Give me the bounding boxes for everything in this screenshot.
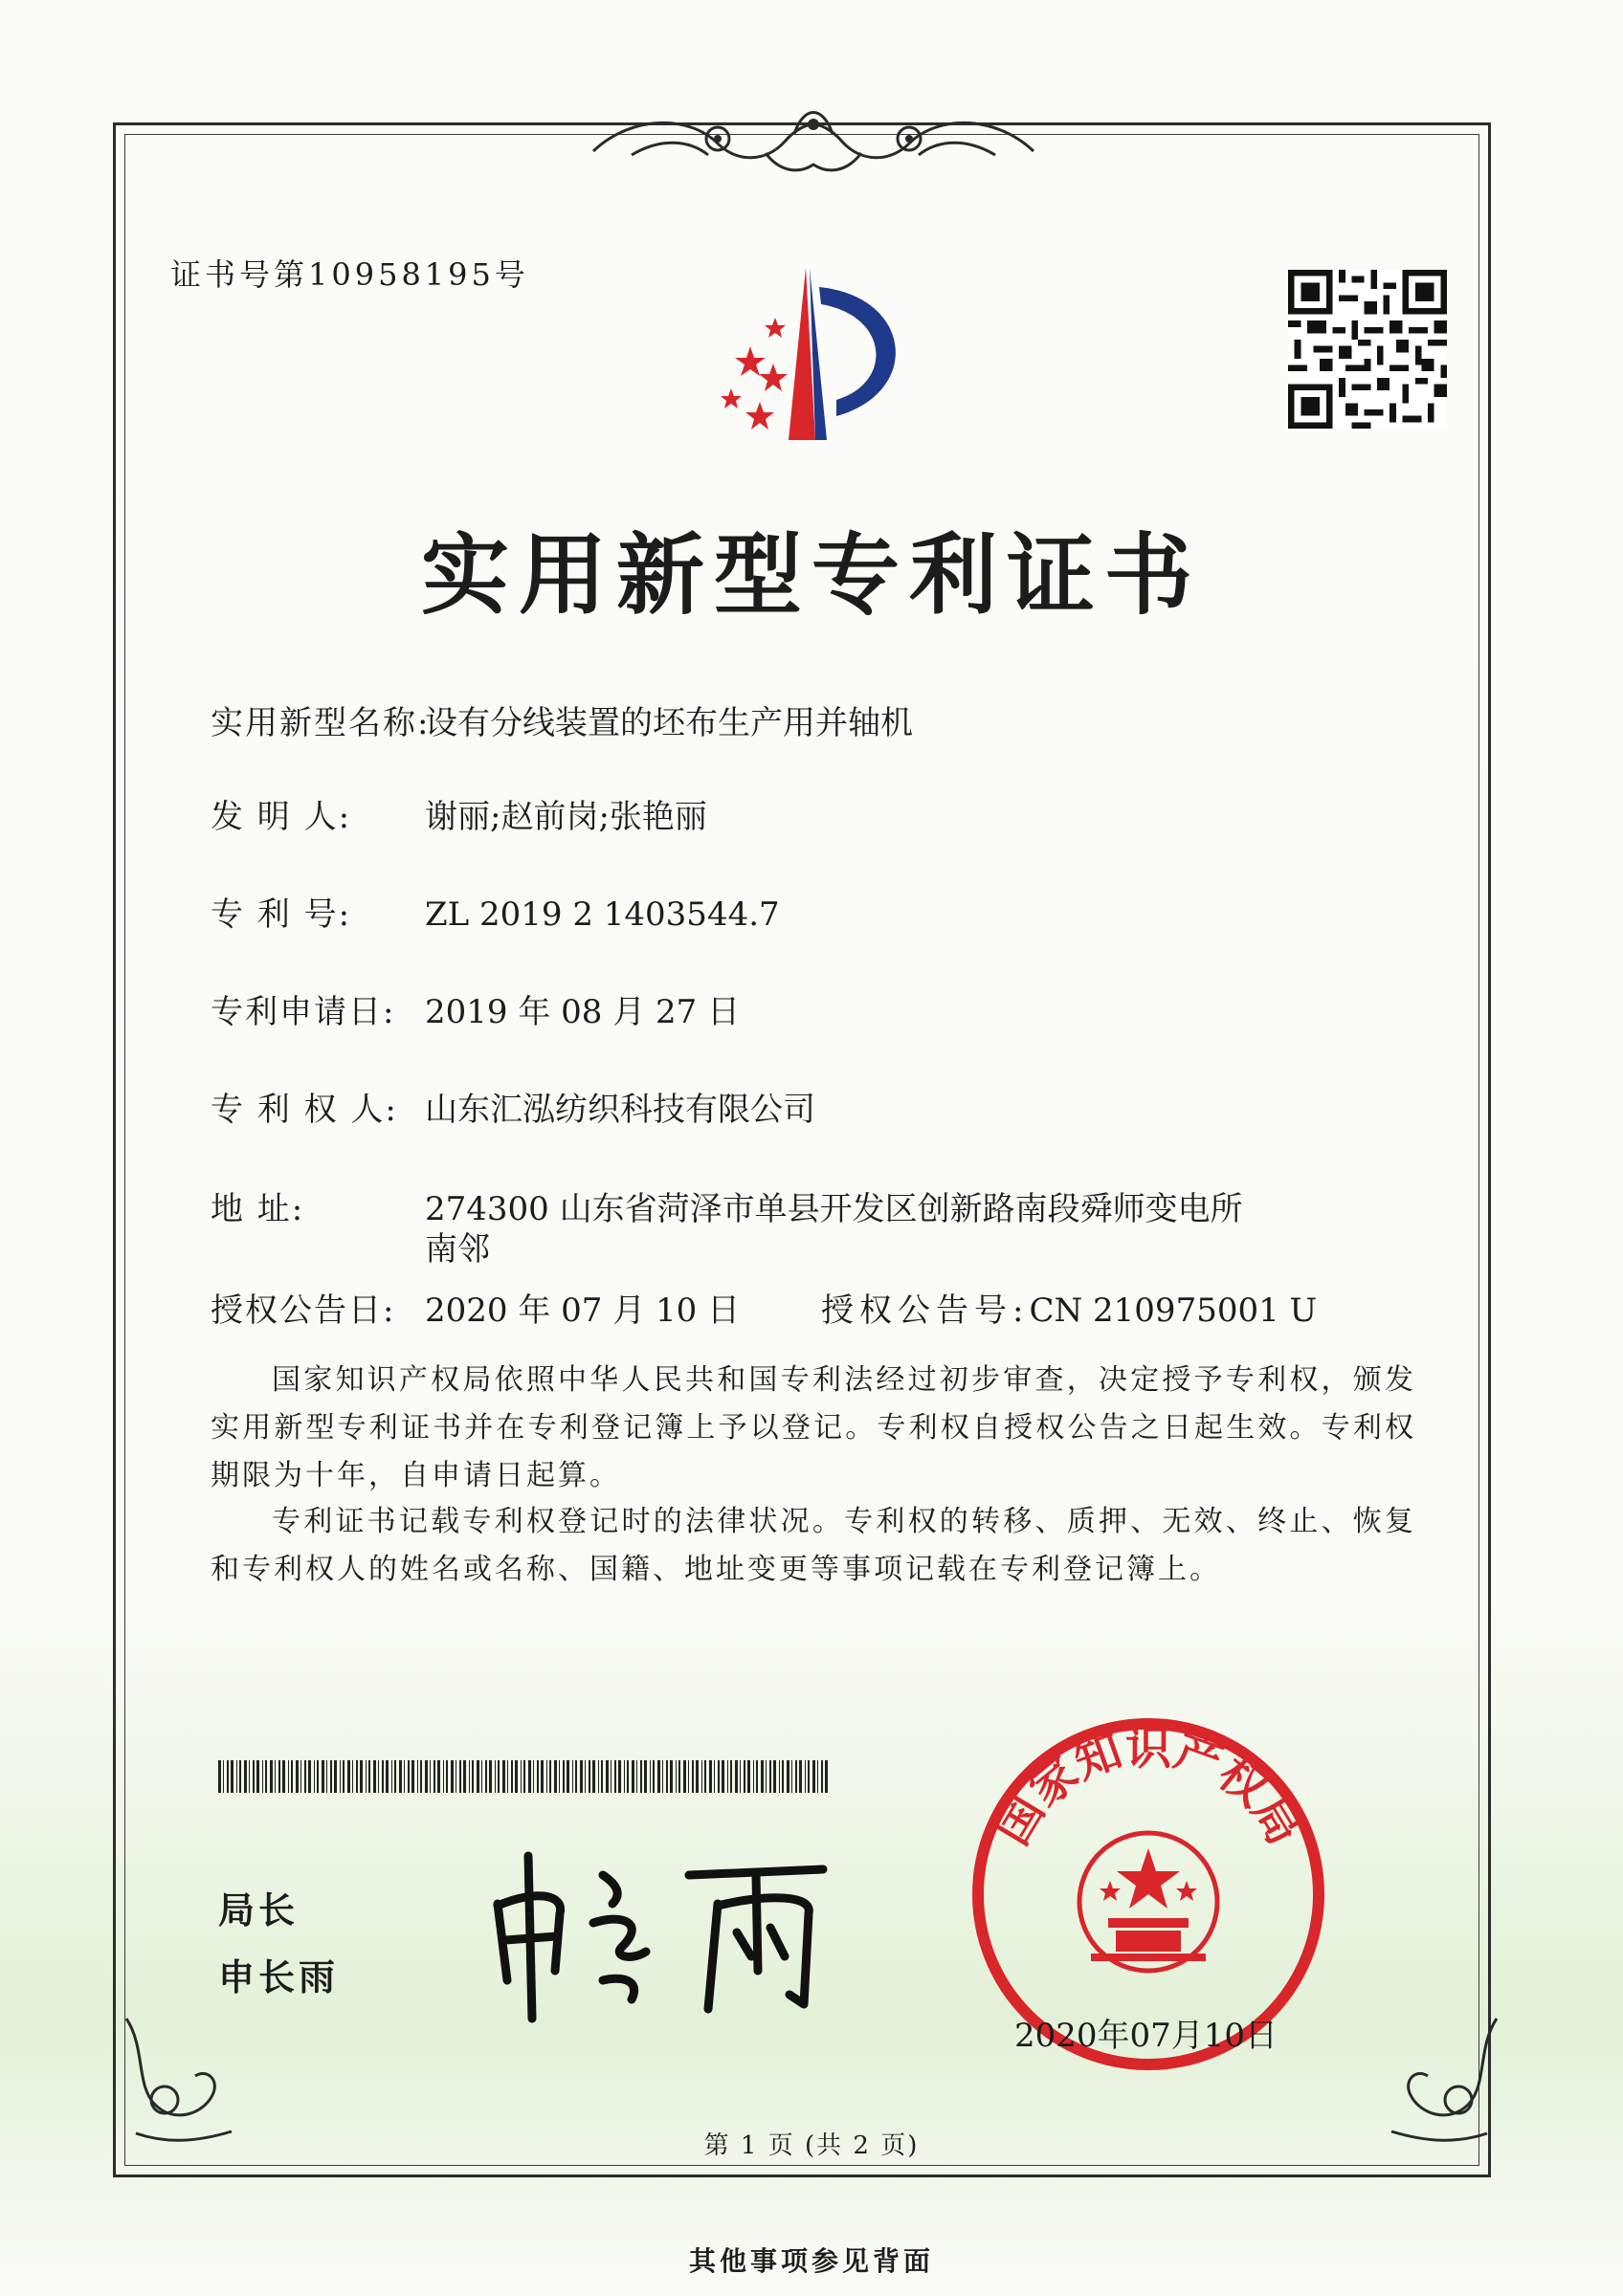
certificate-title: 实用新型专利证书 [420,524,1202,627]
field-application-date [211,985,740,1032]
name-label: 实用新型名称: [211,704,431,742]
patent-office-logo [693,258,942,459]
statement-paragraph-1: 国家知识产权局依照中华人民共和国专利法经过初步审查，决定授予专利权，颁发实用新型专利证书并在专利登记簿上予以登记。专利权自授权公告之日起生效。专利权期限为十年，自申请日起算。 [211,1363,1416,1492]
patent-number-label: 专 利 号: [211,895,352,934]
page-indicator: 第 1 页 (共 2 页) [703,2131,920,2160]
statement-paragraph-2: 专利证书记载专利权登记时的法律状况。专利权的转移、质押、无效、终止、恢复和专利权人的姓名或名称、国籍、地址变更等事项记载在专利登记簿上。 [211,1505,1416,1586]
seal-date: 2020年07月10日 [1014,2017,1278,2055]
field-patent-number [211,888,780,935]
inventor-value: 谢丽;赵前岗;张艳丽 [425,798,707,836]
field-patentee [211,1083,815,1130]
application-date-label: 专利申请日: [211,993,396,1031]
field-inventor [211,790,707,837]
address-label: 地 址: [211,1190,305,1228]
seal-arc-text: 国家知识产权局 [985,1721,1312,1854]
top-ornament [574,96,1053,191]
name-value: 设有分线装置的坯布生产用并轴机 [425,704,913,742]
barcode [218,1760,831,1793]
field-grant-date [211,1284,740,1331]
grant-date-label: 授权公告日: [211,1292,396,1330]
grant-number-value: CN 210975001 U [1029,1292,1318,1330]
grant-date-value: 2020 年 07 月 10 日 [425,1292,741,1330]
certificate-number: 证书号第10958195号 [170,256,529,293]
inventor-label: 发 明 人: [211,798,352,836]
patentee-value: 山东汇泓纺织科技有限公司 [425,1091,815,1129]
patent-number-value: ZL 2019 2 1403544.7 [425,895,780,934]
field-utility-model-name [211,696,913,743]
application-date-value: 2019 年 08 月 27 日 [425,993,741,1031]
address-value-line2: 南邻 [425,1230,490,1269]
address-value-line1: 274300 山东省菏泽市单县开发区创新路南段舜师变电所 [425,1190,1243,1228]
commissioner-name: 申长雨 [218,1956,340,1998]
grant-number-label: 授权公告号: [821,1292,1030,1330]
commissioner-signature [478,1837,842,2028]
footer-note: 其他事项参见背面 [688,2245,934,2277]
patentee-label: 专 利 权 人: [211,1091,398,1129]
field-address [211,1182,1243,1229]
qr-code [1288,270,1447,429]
field-grant-publication-number [821,1284,1317,1331]
commissioner-title: 局长 [218,1889,300,1932]
